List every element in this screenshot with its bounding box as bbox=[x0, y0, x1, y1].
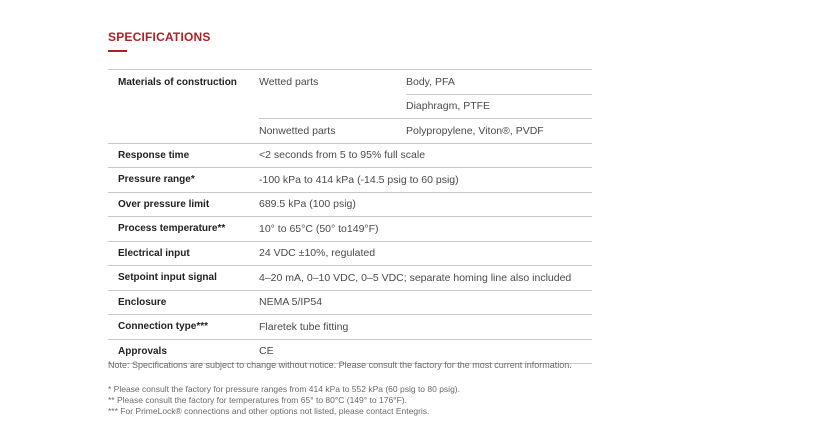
spec-value: 689.5 kPa (100 psig) bbox=[259, 192, 592, 217]
table-row bbox=[108, 241, 592, 266]
title-underline bbox=[108, 50, 127, 52]
spec-value: 10° to 65°C (50° to149°F) bbox=[259, 217, 592, 242]
spec-value: Diaphragm, PTFE bbox=[406, 94, 592, 119]
spec-label: Electrical input bbox=[108, 241, 259, 266]
spec-sublabel: Nonwetted parts bbox=[259, 119, 406, 144]
specifications-table bbox=[108, 69, 592, 364]
spec-value: NEMA 5/IP54 bbox=[259, 290, 592, 315]
table-row bbox=[108, 168, 592, 193]
table-row bbox=[108, 217, 592, 242]
footnote-pressure: * Please consult the factory for pressure ranges from 414 kPa to 552 kPa (60 psig to 80 psig). bbox=[108, 384, 460, 394]
spec-value: 24 VDC ±10%, regulated bbox=[259, 241, 592, 266]
spec-value: 4–20 mA, 0–10 VDC, 0–5 VDC; separate homing line also included bbox=[259, 266, 592, 291]
spec-value: <2 seconds from 5 to 95% full scale bbox=[259, 143, 592, 168]
spec-label-empty bbox=[108, 94, 259, 119]
spec-value: Flaretek tube fitting bbox=[259, 315, 592, 340]
spec-label: Approvals bbox=[108, 339, 259, 364]
spec-sublabel: Wetted parts bbox=[259, 70, 406, 95]
spec-label-empty bbox=[108, 119, 259, 144]
spec-label: Setpoint input signal bbox=[108, 266, 259, 291]
spec-label: Connection type*** bbox=[108, 315, 259, 340]
footnote-temperature: ** Please consult the factory for temperatures from 65° to 80°C (149° to 176°F). bbox=[108, 395, 407, 405]
table-row bbox=[108, 143, 592, 168]
spec-label: Process temperature** bbox=[108, 217, 259, 242]
table-row bbox=[108, 192, 592, 217]
spec-value: Body, PFA bbox=[406, 70, 592, 95]
disclaimer-note: Note: Specifications are subject to change without notice. Please consult the factory for the most current information. bbox=[108, 360, 572, 370]
spec-label: Enclosure bbox=[108, 290, 259, 315]
spec-value: Polypropylene, Viton®, PVDF bbox=[406, 119, 592, 144]
table-row bbox=[108, 315, 592, 340]
table-row bbox=[108, 70, 592, 95]
spec-label: Pressure range* bbox=[108, 168, 259, 193]
spec-sublabel-empty bbox=[259, 94, 406, 119]
spec-value: -100 kPa to 414 kPa (-14.5 psig to 60 psig) bbox=[259, 168, 592, 193]
table-row bbox=[108, 290, 592, 315]
table-row bbox=[108, 266, 592, 291]
spec-label: Materials of construction bbox=[108, 70, 259, 95]
spec-value: CE bbox=[259, 339, 592, 364]
spec-label: Response time bbox=[108, 143, 259, 168]
table-row bbox=[108, 94, 592, 119]
section-title: SPECIFICATIONS bbox=[108, 30, 211, 44]
spec-label: Over pressure limit bbox=[108, 192, 259, 217]
table-row bbox=[108, 119, 592, 144]
footnote-connection: *** For PrimeLock® connections and other options not listed, please contact Entegris. bbox=[108, 406, 430, 416]
